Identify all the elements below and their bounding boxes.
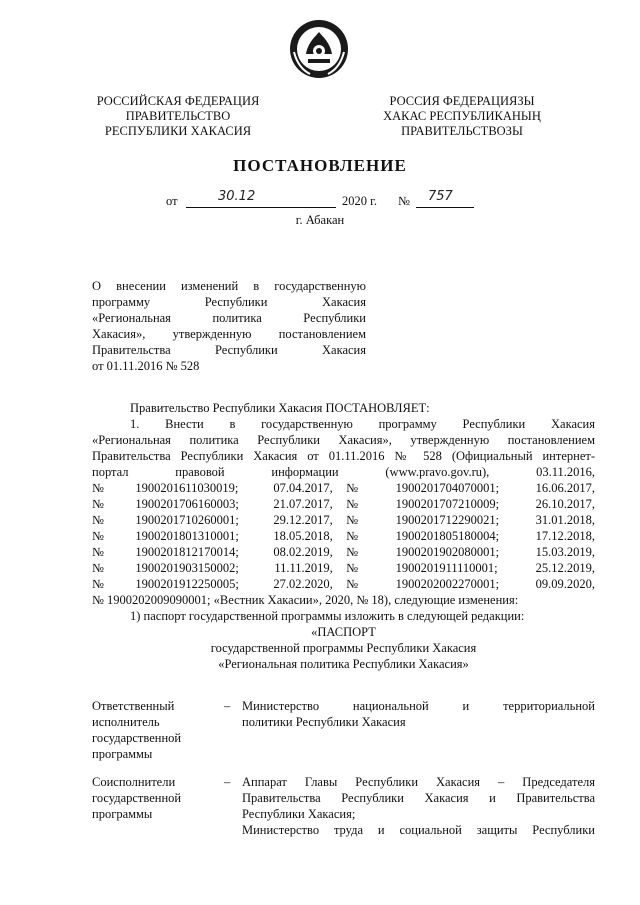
cell: 29.12.2017, (273, 513, 333, 527)
row-dash: – (224, 699, 231, 713)
cell: 1900201902080001; (395, 545, 500, 559)
subject-line: «Региональная политика Республики (92, 311, 366, 325)
value-line: Министерство труда и социальной защиты Республики (242, 823, 595, 837)
header-right (364, 94, 560, 139)
cell: 1900201801310001; (135, 529, 239, 543)
cell: № (346, 529, 359, 543)
cell: № (92, 481, 104, 495)
cell: 07.04.2017, (273, 481, 333, 495)
coat-of-arms-icon (288, 18, 350, 80)
handwritten-number: 757 (428, 189, 453, 204)
paragraph-line: «Региональная политика Республики Хакасия», утвержденную постановлением (92, 433, 595, 447)
cell: № (92, 513, 104, 527)
value-line: Республики Хакасия; (242, 807, 356, 821)
cell: № (346, 545, 359, 559)
cell: № (92, 497, 104, 511)
header-right-line: ХАКАС РЕСПУБЛИКАНЫҢ (383, 109, 541, 123)
date-line (166, 189, 496, 213)
row-value (242, 774, 595, 838)
registration-row (92, 544, 595, 560)
paragraph-line: № 1900202009090001; «Вестник Хакасии», 2020, № 18), следующие изменения: (92, 593, 519, 607)
label-line: программы (92, 747, 153, 761)
document-title: ПОСТАНОВЛЕНИЕ (233, 156, 407, 175)
cell: 27.02.2020, (273, 577, 333, 591)
cell: 15.03.2019, (535, 545, 595, 559)
cell: № (92, 529, 104, 543)
paragraph-line: портал правовой информации (www.pravo.gov.ru), 03.11.2016, (92, 465, 595, 479)
passport-subtitle: государственной программы Республики Хакасия (210, 641, 477, 655)
passport-row-responsible (92, 698, 595, 764)
cell: 31.01.2018, (535, 513, 595, 527)
cell: 1900201912250005; (135, 577, 239, 591)
header-left-line: РОССИЙСКАЯ ФЕДЕРАЦИЯ (96, 94, 260, 108)
header-right-line: ПРАВИТЕЛЬСТВОЗЫ (401, 124, 523, 138)
date-prefix: от (166, 194, 178, 208)
registration-row (92, 560, 595, 576)
cell: 09.09.2020, (535, 577, 595, 591)
row-label (92, 774, 218, 822)
header-right-line: РОССИЯ ФЕДЕРАЦИЯЗЫ (389, 94, 535, 108)
cell: 16.06.2017, (535, 481, 595, 495)
number-label: № (398, 194, 410, 208)
subject-line: от 01.11.2016 № 528 (92, 359, 200, 373)
label-line: Соисполнители (92, 775, 176, 789)
subject-line: О внесении изменений в государственную (92, 279, 366, 293)
subject (92, 278, 366, 374)
resolution-body (92, 400, 595, 672)
row-value (242, 698, 595, 730)
cell: 1900202002270001; (395, 577, 500, 591)
registration-row (92, 496, 595, 512)
cell: 26.10.2017, (535, 497, 595, 511)
label-line: программы (92, 807, 153, 821)
paragraph-line: 1. Внести в государственную программу Республики Хакасия (130, 417, 595, 431)
row-dash: – (224, 775, 231, 789)
cell: 18.05.2018, (273, 529, 333, 543)
cell: 1900201911110001; (395, 561, 498, 575)
header-left (80, 94, 276, 139)
passport-row-coexecutors (92, 774, 595, 844)
cell: 1900201704070001; (395, 481, 500, 495)
resolution-intro: Правительство Республики Хакасия ПОСТАНОВЛЯЕТ: (130, 401, 430, 415)
cell: № (92, 561, 104, 575)
date-underline (186, 193, 336, 208)
registration-row (92, 480, 595, 496)
paragraph-line: Правительства Республики Хакасия от 01.11.2016 № 528 (Официальный интернет- (92, 449, 595, 463)
row-label (92, 698, 218, 762)
passport-subtitle: «Региональная политика Республики Хакасия» (218, 657, 469, 671)
cell: № (92, 545, 104, 559)
subject-line: Правительства Республики Хакасия (92, 343, 366, 357)
cell: № (346, 577, 359, 591)
cell: 1900201706160003; (135, 497, 239, 511)
label-line: государственной (92, 731, 182, 745)
cell: 11.11.2019, (274, 561, 333, 575)
cell: 25.12.2019, (535, 561, 595, 575)
cell: 1900201611030019; (135, 481, 239, 495)
cell: 1900201712290021; (395, 513, 500, 527)
date-year: 2020 г. (342, 194, 377, 208)
cell: 17.12.2018, (535, 529, 595, 543)
cell: 1900201903150002; (135, 561, 239, 575)
cell: 1900201812170014; (135, 545, 239, 559)
value-line: Аппарат Главы Республики Хакасия – Председателя (242, 775, 595, 789)
passport-title: «ПАСПОРТ (311, 625, 376, 639)
subject-line: программу Республики Хакасия (92, 295, 366, 309)
label-line: исполнитель (92, 715, 160, 729)
registration-row (92, 576, 595, 592)
cell: № (92, 577, 104, 591)
header-left-line: РЕСПУБЛИКИ ХАКАСИЯ (104, 124, 252, 138)
value-line: Министерство национальной и территориальной (242, 699, 595, 713)
cell: 1900201707210009; (395, 497, 500, 511)
cell: № (346, 513, 359, 527)
item-1: 1) паспорт государственной программы изложить в следующей редакции: (130, 609, 525, 623)
cell: № (346, 481, 359, 495)
registration-row (92, 528, 595, 544)
cell: 21.07.2017, (273, 497, 333, 511)
city: г. Абакан (295, 213, 345, 227)
cell: 1900201710260001; (135, 513, 239, 527)
registration-row (92, 512, 595, 528)
value-line: Правительства Республики Хакасия и Правительства (242, 791, 595, 805)
label-line: государственной (92, 791, 182, 805)
cell: № (346, 561, 359, 575)
label-line: Ответственный (92, 699, 175, 713)
handwritten-date: 30.12 (218, 189, 256, 204)
cell: 1900201805180004; (395, 529, 500, 543)
cell: № (346, 497, 359, 511)
cell: 08.02.2019, (273, 545, 333, 559)
value-line: политики Республики Хакасия (242, 715, 406, 729)
subject-line: Хакасия», утвержденную постановлением (92, 327, 366, 341)
header-left-line: ПРАВИТЕЛЬСТВО (125, 109, 231, 123)
